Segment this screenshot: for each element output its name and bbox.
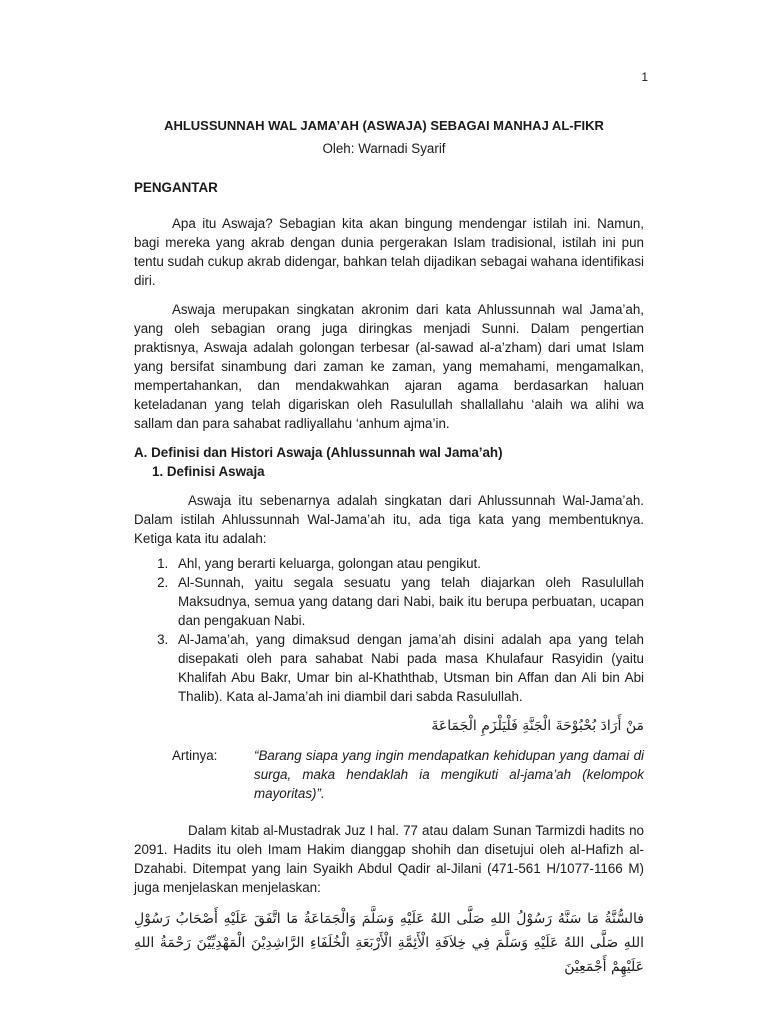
paragraph-terms: Aswaja itu sebenarnya adalah singkatan dari Ahlussunnah Wal-Jama’ah. Dalam istilah Ahlussunnah Wal-Jama’ah itu, ada tiga kata yang membentuknya. Ketiga kata itu adalah: bbox=[134, 493, 644, 546]
paragraph-aswaja-definition: Aswaja merupakan singkatan akronim dari kata Ahlussunnah wal Jama’ah, yang oleh sebagian orang juga diringkas menjadi Sunni. Dalam pengertian praktisnya, Aswaja adalah golongan terbesar (al-sawad al-a’zham) dari umat Islam yang bersifat sinambung dari zaman ke zaman, yang memahami, mengamalkan, mempertahankan, dan mendakwahkan ajaran agama berdasarkan haluan keteladanan yang telah digariskan oleh Rasulullah shallallahu ‘alaih wa alihi wa sallam dan para sahabat radliyallahu ‘anhum ajma’in. bbox=[134, 302, 644, 431]
document-title: AHLUSSUNNAH WAL JAMA’AH (ASWAJA) SEBAGAI MANHAJ AL-FIKR bbox=[164, 118, 604, 133]
subsection-heading-1: 1. Definisi Aswaja bbox=[152, 464, 265, 479]
translation-text: “Barang siapa yang ingin mendapatkan kehidupan yang damai di surga, maka hendaklah ia mengikuti al-jama’ah (kelompok mayoritas)”. bbox=[254, 748, 644, 801]
section-heading-a: A. Definisi dan Histori Aswaja (Ahlussunnah wal Jama’ah) bbox=[134, 445, 503, 460]
list-item: 1. Ahl, yang berarti keluarga, golongan atau pengikut. bbox=[172, 554, 644, 573]
page-number: 1 bbox=[641, 70, 648, 84]
paragraph-intro: Apa itu Aswaja? Sebagian kita akan bingung mendengar istilah ini. Namun, bagi mereka yang akrab dengan dunia pergerakan Islam tradisional, istilah ini pun tentu sudah cukup akrab didengar, bahkan telah dijadikan sebagai wahana identifikasi diri. bbox=[134, 216, 644, 288]
term-list bbox=[134, 554, 644, 706]
author-line: Oleh: Warnadi Syarif bbox=[322, 141, 446, 156]
arabic-quote: فالسُّنَّةُ مَا سَنَّهُ رَسُوْلُ اللهِ صَلَّى اللهُ عَلَيْهِ وَسَلَّمَ وَالْجَمَاعَةُ مَا اتَّفَقَ عَلَيْهِ أَصْحَابُ رَسُوْلِ اللهِ صَلَّى اللهُ عَلَيْهِ وَسَلَّمَ فِي خِلاَفَةِ الْأَئِمَّةِ الْأَرْبَعَةِ الْخُلَفَاءِ الرَّاشِدِيْنَ الْمَهْدِيِّيْنَ رَحْمَةُ اللهِ عَلَيْهِمْ أَجْمَعِيْنَ bbox=[134, 911, 644, 975]
translation-block bbox=[134, 746, 644, 803]
list-item: 2. Al-Sunnah, yaitu segala sesuatu yang telah diajarkan oleh Rasulullah Maksudnya, semua yang datang dari Nabi, baik itu berupa perbuatan, ucapan dan pengakuan Nabi. bbox=[172, 573, 644, 630]
document-body bbox=[134, 178, 644, 979]
section-heading-pengantar: PENGANTAR bbox=[134, 180, 218, 195]
translation-label: Artinya: bbox=[172, 748, 218, 763]
arabic-hadith: مَنْ أَرَادَ بُحْبُوْحَةَ الْجَنَّةِ فَلْيَلْزَمِ الْجَمَاعَةَ bbox=[431, 718, 644, 734]
paragraph-source: Dalam kitab al-Mustadrak Juz I hal. 77 atau dalam Sunan Tarmizdi hadits no 2091. Hadits itu oleh Imam Hakim dianggap shohih dan disetujui oleh al-Hafizh al-Dzahabi. Ditempat yang lain Syaikh Abdul Qadir al-Jilani (471-561 H/1077-1166 M) juga menjelaskan menjelaskan: bbox=[134, 823, 644, 895]
list-item: 3. Al-Jama’ah, yang dimaksud dengan jama’ah disini adalah apa yang telah disepakati oleh para sahabat Nabi pada masa Khulafaur Rasyidin (yaitu Khalifah Abu Bakr, Umar bin al-Khaththab, Utsman bin Affan dan Ali bin Abi Thalib). Kata al-Jama’ah ini diambil dari sabda Rasulullah. bbox=[172, 630, 644, 706]
